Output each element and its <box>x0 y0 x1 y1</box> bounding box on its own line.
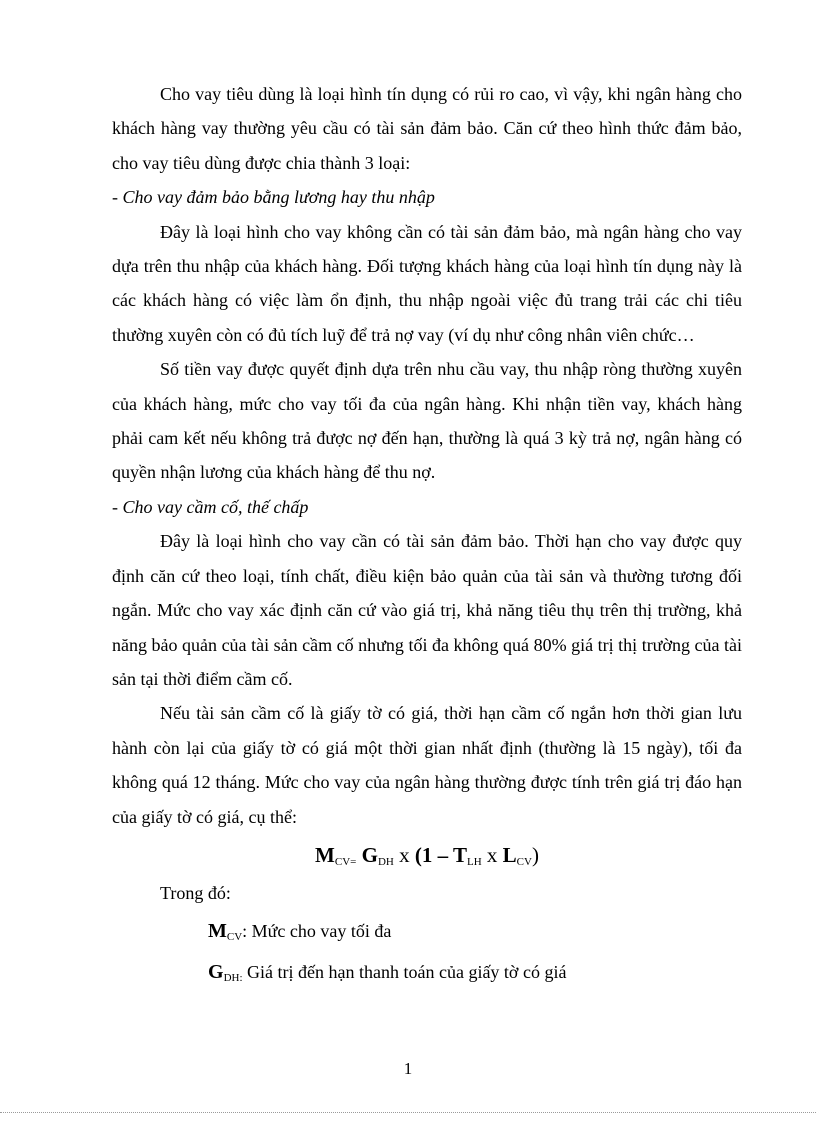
formula-m: M <box>315 842 335 867</box>
formula-times-2: x <box>481 842 503 867</box>
section-heading-pledge-loan: - Cho vay cầm cố, thế chấp <box>112 496 309 517</box>
formula-times-1: x <box>393 842 415 867</box>
where-label: Trong đó: <box>160 882 231 903</box>
definition-gdh-symbol: G <box>208 960 224 983</box>
definition-gdh-text: Giá trị đến hạn thanh toán của giấy tờ có giá <box>242 961 567 982</box>
page-number: 1 <box>403 1059 413 1078</box>
formula-g-subscript: DH <box>377 855 394 868</box>
formula-t: T <box>452 842 467 867</box>
formula-t-subscript: LH <box>466 855 482 868</box>
formula-open: (1 – <box>414 842 453 867</box>
definition-mcv-subscript: CV <box>226 930 243 943</box>
pledge-loan-paragraph-2: Nếu tài sản cầm cố là giấy tờ có giá, thời hạn cầm cố ngắn hơn thời gian lưu hành còn lại của giấy tờ có giá một thời gian nhất định (thường là 15 ngày), tối đa không quá 12 tháng. Mức cho vay của ngân hàng thường được tính trên giá trị đáo hạn của giấy tờ có giá, cụ thể: <box>112 703 742 827</box>
salary-loan-paragraph-1: Đây là loại hình cho vay không cần có tài sản đảm bảo, mà ngân hàng cho vay dựa trên thu nhập của khách hàng. Đối tượng khách hàng của loại hình tín dụng này là các khách hàng có việc làm ổn định, thu nhập ngoài việc đủ trang trải các chi tiêu thường xuyên còn có đủ tích luỹ để trả nợ vay (ví dụ như công nhân viên chức… <box>112 221 742 345</box>
pledge-loan-paragraph-1: Đây là loại hình cho vay cần có tài sản đảm bảo. Thời hạn cho vay được quy định căn cứ theo loại, tính chất, điều kiện bảo quản của tài sản và thường tương đối ngắn. Mức cho vay xác định căn cứ vào giá trị, khả năng tiêu thụ trên thị trường, khả năng bảo quản của tài sản cầm cố nhưng tối đa không quá 80% giá trị thị trường của tài sản tại thời điểm cầm cố. <box>112 531 742 689</box>
document-body <box>112 77 742 993</box>
section-heading-salary-loan: - Cho vay đảm bảo bằng lương hay thu nhập <box>112 187 435 208</box>
page-bottom-divider <box>0 1112 816 1113</box>
definition-gdh <box>112 952 742 993</box>
formula-l: L <box>502 842 517 867</box>
intro-paragraph: Cho vay tiêu dùng là loại hình tín dụng có rủi ro cao, vì vậy, khi ngân hàng cho khách hàng vay thường yêu cầu có tài sản đảm bảo. Căn cứ theo hình thức đảm bảo, cho vay tiêu dùng được chia thành 3 loại: <box>112 84 742 173</box>
salary-loan-paragraph-2: Số tiền vay được quyết định dựa trên nhu cầu vay, thu nhập ròng thường xuyên của khách hàng, mức cho vay tối đa của ngân hàng. Khi nhận tiền vay, khách hàng phải cam kết nếu không trả được nợ đến hạn, thường là quá 3 kỳ trả nợ, ngân hàng có quyền nhận lương của khách hàng để thu nợ. <box>112 359 742 483</box>
loan-formula <box>112 835 742 875</box>
formula-m-subscript: CV= <box>334 855 357 868</box>
definition-mcv <box>112 911 742 952</box>
formula-g: G <box>361 842 378 867</box>
formula-close: ) <box>531 842 539 867</box>
definition-gdh-subscript: DH: <box>223 971 243 984</box>
formula-l-subscript: CV <box>516 855 532 868</box>
definition-mcv-symbol: M <box>208 919 227 942</box>
definition-mcv-text: : Mức cho vay tối đa <box>242 920 392 941</box>
